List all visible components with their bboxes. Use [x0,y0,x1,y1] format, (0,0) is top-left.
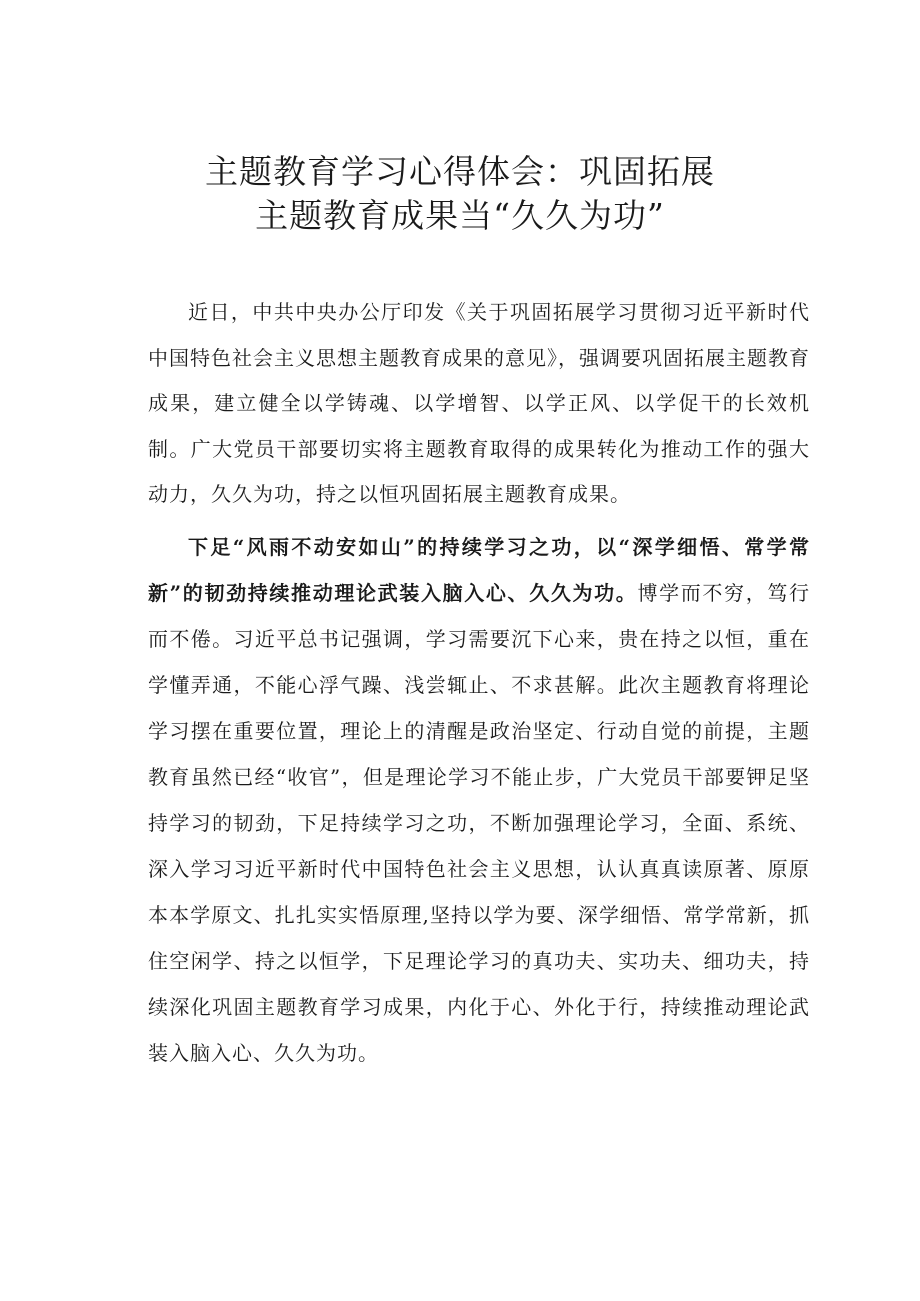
paragraph-study [148,524,810,1076]
title-line-1: 主题教育学习心得体会：巩固拓展 [205,152,715,191]
paragraph-lead-bold: 下足“风雨不动安如山”的持续学习之功，以“深学细悟、常学常新”的韧劲持续推动理论武装入脑入心、久久为功。 [148,534,810,605]
title-line-2: 主题教育成果当“久久为功” [255,196,665,235]
document-body [148,290,810,1076]
paragraph-intro: 近日，中共中央办公厅印发《关于巩固拓展学习贯彻习近平新时代中国特色社会主义思想主题教育成果的意见》，强调要巩固拓展主题教育成果，建立健全以学铸魂、以学增智、以学正风、以学促干的长效机制。广大党员干部要切实将主题教育取得的成果转化为推动工作的强大动力，久久为功，持之以恒巩固拓展主题教育成果。 [148,300,810,506]
document-title [140,150,780,238]
paragraph-body-text: 博学而不穷，笃行而不倦。习近平总书记强调，学习需要沉下心来，贵在持之以恒，重在学懂弄通，不能心浮气躁、浅尝辄止、不求甚解。此次主题教育将理论学习摆在重要位置，理论上的清醒是政治坚定、行动自觉的前提，主题教育虽然已经“收官”，但是理论学习不能止步，广大党员干部要钾足坚持学习的韧劲，下足持续学习之功，不断加强理论学习，全面、系统、深入学习习近平新时代中国特色社会主义思想，认认真真读原著、原原本本学原文、扎扎实实悟原理,坚持以学为要、深学细悟、常学常新，抓住空闲学、持之以恒学，下足理论学习的真功夫、实功夫、细功夫，持续深化巩固主题教育学习成果，内化于心、外化于行，持续推动理论武装入脑入心、久久为功。 [148,580,810,1065]
